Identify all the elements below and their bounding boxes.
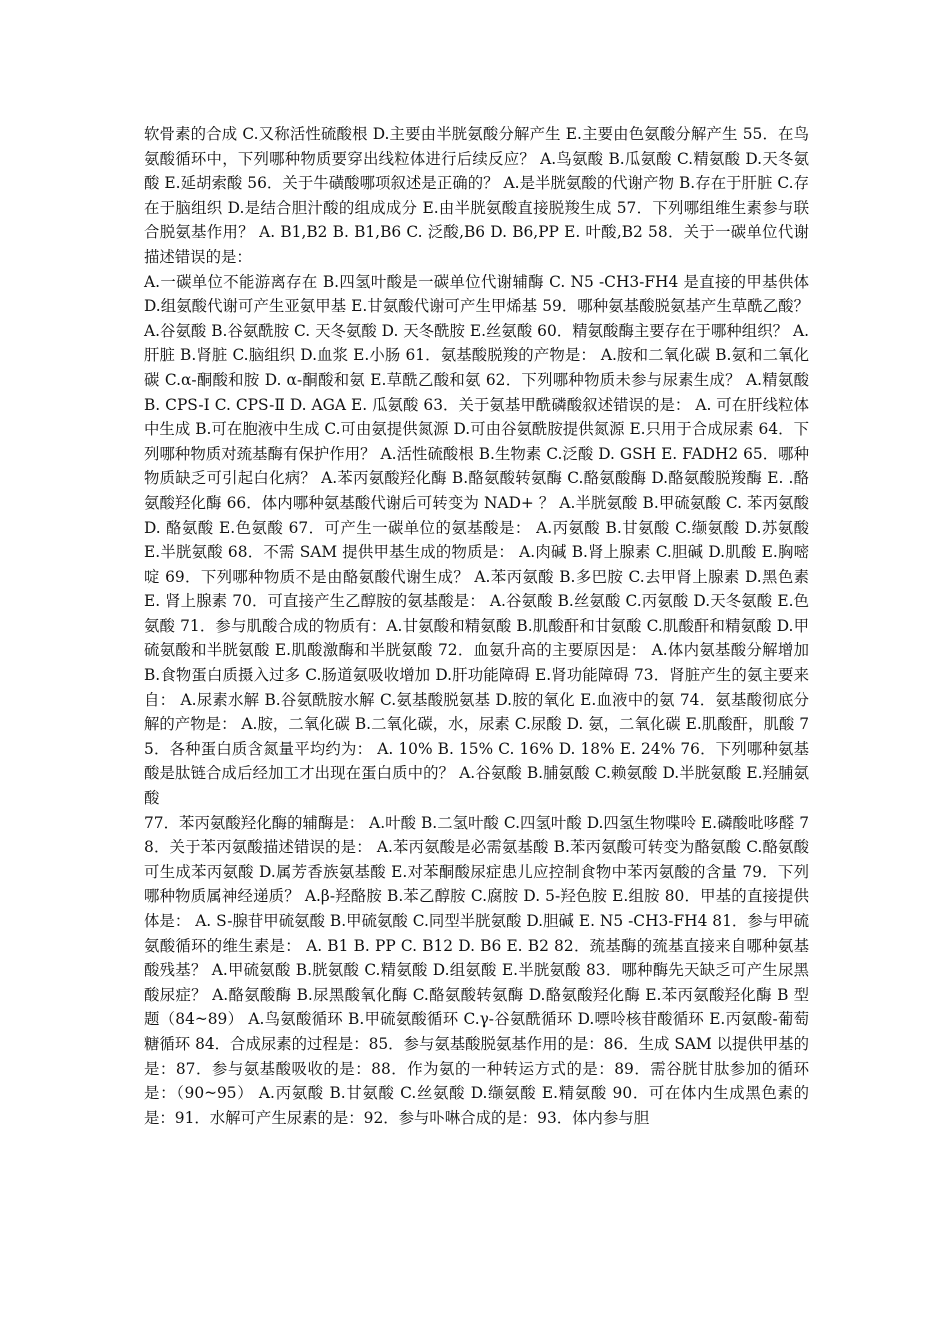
paragraph-3: 77．苯丙氨酸羟化酶的辅酶是： A.叶酸 B.二氢叶酸 C.四氢叶酸 D.四氢生物喋呤 E.磷酸吡哆醛 78．关于苯丙氨酸描述错误的是： A.苯丙氨酸是必需氨基酸 B.苯丙氨酸可转变为酪氨酸 C.酪氨酸可生成苯丙氨酸 D.属芳香族氨基酸 E.对苯酮酸尿症患儿应控制食物中苯丙氨酸的含量 79．下列哪种物质属神经递质？ A.β-羟酪胺 B.苯乙醇胺 C.腐胺 D. 5-羟色胺 E.组胺 80．甲基的直接提供体是： A. S-腺苷甲硫氨酸 B.甲硫氨酸 C.同型半胱氨酸 D.胆碱 E. N5 -CH3-FH4 81．参与甲硫氨酸循环的维生素是： A. B1 B. PP C. B12 D. B6 E. B2 82．巯基酶的巯基直接来自哪种氨基酸残基？ A.甲硫氨酸 B.胱氨酸 C.精氨酸 D.组氨酸 E.半胱氨酸 83．哪种酶先天缺乏可产生尿黑酸尿症？ A.酪氨酸酶 B.尿黑酸氧化酶 C.酪氨酸转氨酶 D.酪氨酸羟化酶 E.苯丙氨酸羟化酶 B 型题（84~89） A.鸟氨酸循环 B.甲硫氨酸循环 C.γ-谷氨酰循环 D.嘌呤核苷酸循环 E.丙氨酸-葡萄糖循环 84．合成尿素的过程是：85．参与氨基酸脱氨基作用的是：86．生成 SAM 以提供甲基的是：87．参与氨基酸吸收的是：88．作为氨的一种转运方式的是：89．需谷胱甘肽参加的循环是：（90~95） A.丙氨酸 B.甘氨酸 C.丝氨酸 D.缬氨酸 E.精氨酸 90．可在体内生成黑色素的是：91．水解可产生尿素的是：92．参与卟啉合成的是：93．体内参与胆 [144, 813, 809, 1127]
paragraph-2: A.一碳单位不能游离存在 B.四氢叶酸是一碳单位代谢辅酶 C. N5 -CH3-FH4 是直接的甲基供体 D.组氨酸代谢可产生亚氨甲基 E.甘氨酸代谢可产生甲烯基 59．哪种氨基酸脱氨基产生草酰乙酸？ A.谷氨酸 B.谷氨酰胺 C. 天冬氨酸 D. 天冬酰胺 E.丝氨酸 60．精氨酸酶主要存在于哪种组织？ A.肝脏 B.肾脏 C.脑组织 D.血浆 E.小肠 61．氨基酸脱羧的产物是： A.胺和二氧化碳 B.氨和二氧化碳 C.α-酮酸和胺 D. α-酮酸和氨 E.草酰乙酸和氨 62．下列哪种物质未参与尿素生成？ A.精氨酸 B. CPS-Ⅰ C. CPS-Ⅱ D. AGA E. 瓜氨酸 63．关于氨基甲酰磷酸叙述错误的是： A. 可在肝线粒体中生成 B.可在胞液中生成 C.可由氨提供氮源 D.可由谷氨酰胺提供氮源 E.只用于合成尿素 64．下列哪种物质对巯基酶有保护作用？ A.活性硫酸根 B.生物素 C.泛酸 D. GSH E. FADH2 65．哪种物质缺乏可引起白化病？ A.苯丙氨酸羟化酶 B.酪氨酸转氨酶 C.酪氨酸酶 D.酪氨酸脱羧酶 E. .酪氨酸羟化酶 66．体内哪种氨基酸代谢后可转变为 NAD+ ？ A.半胱氨酸 B.甲硫氨酸 C. 苯丙氨酸 D. 酪氨酸 E.色氨酸 67．可产生一碳单位的氨基酸是： A.丙氨酸 B.甘氨酸 C.缬氨酸 D.苏氨酸 E.半胱氨酸 68．不需 SAM 提供甲基生成的物质是： A.肉碱 B.肾上腺素 C.胆碱 D.肌酸 E.胸嘧啶 69．下列哪种物质不是由酪氨酸代谢生成？ A.苯丙氨酸 B.多巴胺 C.去甲肾上腺素 D.黑色素 E. 肾上腺素 70．可直接产生乙醇胺的氨基酸是： A.谷氨酸 B.丝氨酸 C.丙氨酸 D.天冬氨酸 E.色氨酸 71．参与肌酸合成的物质有：A.甘氨酸和精氨酸 B.肌酸酐和甘氨酸 C.肌酸酐和精氨酸 D.甲硫氨酸和半胱氨酸 E.肌酸激酶和半胱氨酸 72．血氨升高的主要原因是： A.体内氨基酸分解增加 B.食物蛋白质摄入过多 C.肠道氨吸收增加 D.肝功能障碍 E.肾功能障碍 73．肾脏产生的氨主要来自： A.尿素水解 B.谷氨酰胺水解 C.氨基酸脱氨基 D.胺的氧化 E.血液中的氨 74．氨基酸彻底分解的产物是： A.胺，二氧化碳 B.二氧化碳，水，尿素 C.尿酸 D. 氨，二氧化碳 E.肌酸酐，肌酸 75．各种蛋白质含氮量平均约为： A. 10% B. 15% C. 16% D. 18% E. 24% 76．下列哪种氨基酸是肽链合成后经加工才出现在蛋白质中的？ A.谷氨酸 B.脯氨酸 C.赖氨酸 D.半胱氨酸 E.羟脯氨酸 [144, 272, 809, 808]
document-body [144, 122, 809, 1130]
paragraph-1: 软骨素的合成 C.又称活性硫酸根 D.主要由半胱氨酸分解产生 E.主要由色氨酸分解产生 55．在鸟氨酸循环中，下列哪种物质要穿出线粒体进行后续反应？ A.鸟氨酸 B.瓜氨酸 C.精氨酸 D.天冬氨酸 E.延胡索酸 56．关于牛磺酸哪项叙述是正确的？ A.是半胱氨酸的代谢产物 B.存在于肝脏 C.存在于脑组织 D.是结合胆汁酸的组成成分 E.由半胱氨酸直接脱羧生成 57．下列哪组维生素参与联合脱氨基作用？ A. B1,B2 B. B1,B6 C. 泛酸,B6 D. B6,PP E. 叶酸,B2 58．关于一碳单位代谢描述错误的是： [144, 125, 809, 266]
